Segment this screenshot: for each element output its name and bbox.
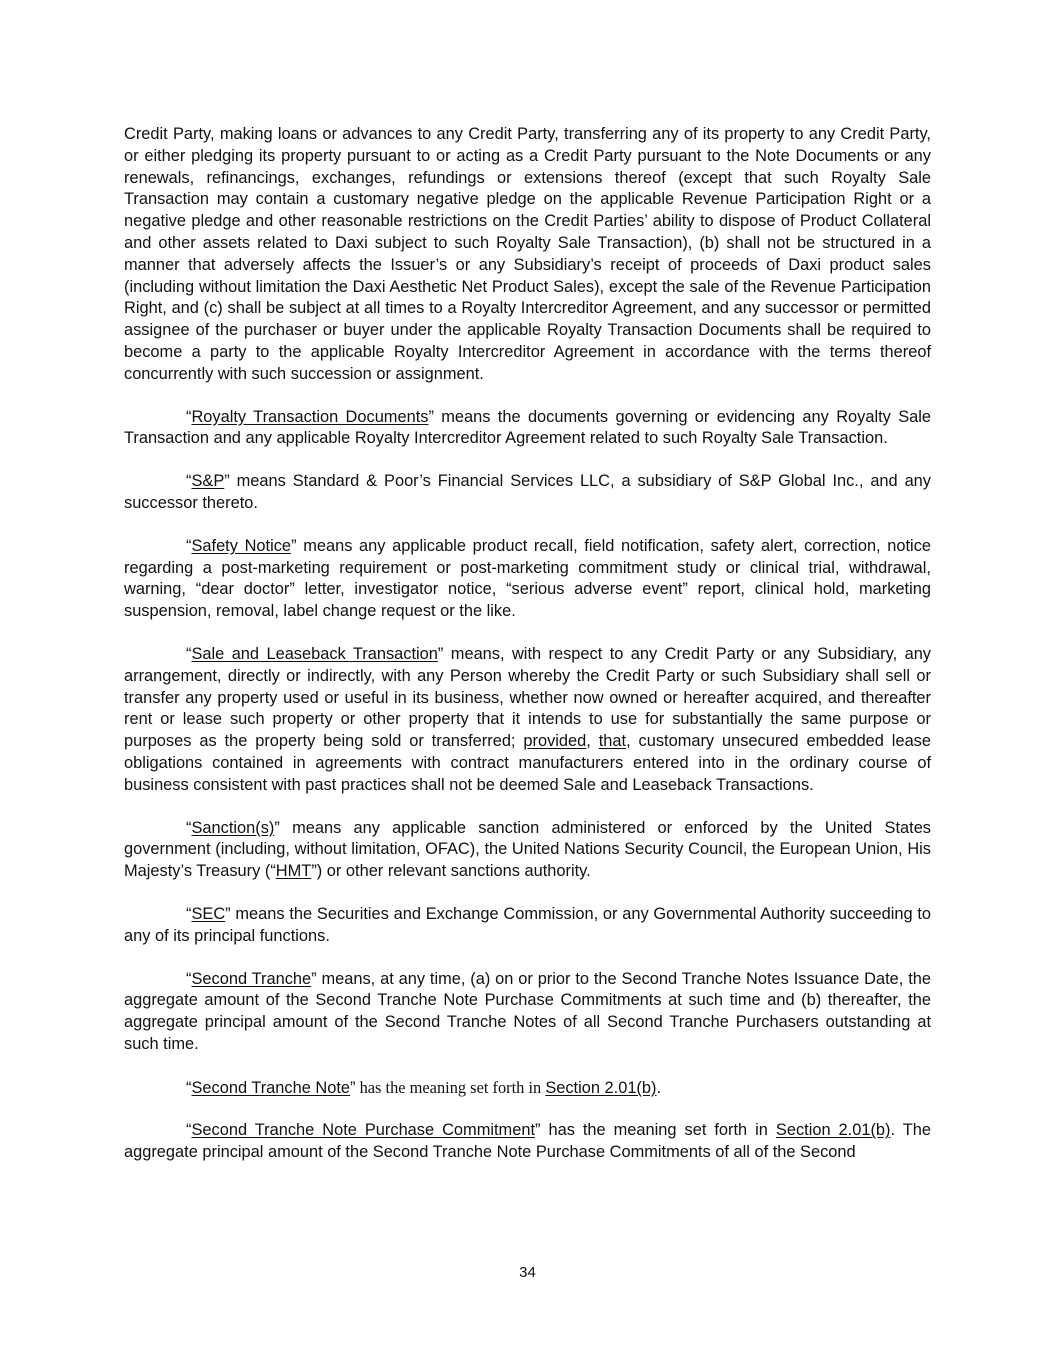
definition-body: means, at any time, (a) on or prior to the Second Tranche Notes Issuance Date, the aggregate amount of the Second Tranche Note Purchase Commitments at such time and (b) thereafter, the aggregate principal amount of the Second Tranche Notes of all Second Tranche Purchasers outstanding at such time. [124,969,931,1053]
hmt-term: HMT [275,862,312,881]
definition-safety-notice [124,536,931,623]
open-quote: “ [186,1078,192,1097]
close-quote: ” [225,904,231,923]
definition-second-tranche-note-purchase-commitment [124,1120,931,1164]
open-quote: “ [186,644,192,663]
definition-s-and-p [124,471,931,515]
definition-sec [124,904,931,948]
open-quote: “ [186,1121,192,1140]
definition-body: has the meaning set forth in [355,1077,546,1097]
close-quote: ” [311,969,317,988]
document-page [124,124,931,1185]
section-reference: Section 2.01(b) [545,1078,657,1097]
definition-body-continued: , customary unsecured embedded lease obligations contained in agreements with contract manufacturers entered into in the ordinary course of business consistent with past practices shall not be deemed Sale and Leaseback Transactions. [124,732,931,794]
definition-sanctions [124,818,931,883]
definition-body: means Standard & Poor’s Financial Services LLC, a subsidiary of S&P Global Inc., and any successor thereto. [124,472,931,512]
period: . [656,1078,662,1097]
close-quote: ” [428,407,434,426]
open-quote: “ [186,407,192,426]
close-quote: ” [224,472,230,491]
definition-body: means the Securities and Exchange Commission, or any Governmental Authority succeeding to any of its principal functions. [124,904,931,945]
definition-second-tranche [124,969,931,1056]
defined-term: Second Tranche [191,969,312,988]
continuation-paragraph: Credit Party, making loans or advances to any Credit Party, transferring any of its property to any Credit Party, or either pledging its property pursuant to or acting as a Credit Party pursuant to the Note Documents or any renewals, refinancings, exchanges, refundings or extensions thereof (except that such Royalty Sale Transaction may contain a customary negative pledge on the applicable Revenue Participation Right or a negative pledge and other reasonable restrictions on the Credit Parties’ ability to dispose of Product Collateral and other assets related to Daxi subject to such Royalty Sale Transaction), (b) shall not be structured in a manner that adversely affects the Issuer’s or any Subsidiary’s receipt of proceeds of Daxi product sales (including without limitation the Daxi Aesthetic Net Product Sales), except the sale of the Revenue Participation Right, and (c) shall be subject at all times to a Royalty Intercreditor Agreement, and any successor or permitted assignee of the purchaser or buyer under the applicable Royalty Transaction Documents shall be required to become a party to the applicable Royalty Intercreditor Agreement in accordance with the terms thereof concurrently with such succession or assignment. [124,125,931,383]
defined-term: Sanction(s) [191,818,275,837]
definition-body-continued: ”) or other relevant sanctions authority. [311,862,591,881]
defined-term: Second Tranche Note [191,1078,351,1097]
definition-body: means any applicable product recall, field notification, safety alert, correction, notice regarding a post-marketing requirement or post-marketing commitment study or clinical trial, withdrawal, warning, “dear doctor” letter, investigator notice, “serious adverse event” report, clinical hold, marketing suspension, removal, label change request or the like. [124,536,932,621]
defined-term: Second Tranche Note Purchase Commitment [191,1121,535,1140]
close-quote: ” [535,1121,541,1140]
defined-term: S&P [191,472,225,491]
open-quote: “ [186,818,192,837]
definition-second-tranche-note [124,1077,931,1100]
close-quote: ” [291,536,297,555]
definition-body: means any applicable sanction administered or enforced by the United States government (including, without limitation, OFAC), the United Nations Security Council, the European Union, His Majesty’s Treasury (“ [124,818,931,881]
provided-term: provided [523,732,587,751]
close-quote: ” [437,644,444,663]
page-number: 34 [519,1264,536,1281]
defined-term: SEC [191,904,226,923]
open-quote: “ [186,536,192,555]
definition-body: has the meaning set forth in [540,1121,776,1140]
separator: , [586,732,599,751]
definition-sale-and-leaseback-transaction [124,644,931,797]
defined-term: Sale and Leaseback Transaction [191,644,438,663]
open-quote: “ [186,969,192,988]
section-reference: Section 2.01(b) [775,1121,891,1140]
defined-term: Safety Notice [191,536,292,555]
definition-body: means the documents governing or evidencing any Royalty Sale Transaction and any applicable Royalty Intercreditor Agreement related to such Royalty Sale Transaction. [124,407,932,448]
defined-term: Royalty Transaction Documents [191,407,429,426]
definition-royalty-transaction-documents [124,407,931,451]
open-quote: “ [186,904,192,923]
definition-body-continued: . The aggregate principal amount of the Second Tranche Note Purchase Commitments of all of the Second [124,1121,931,1162]
close-quote: ” [274,818,280,837]
open-quote: “ [186,472,192,491]
definition-body: means, with respect to any Credit Party or any Subsidiary, any arrangement, directly or indirectly, with any Person whereby the Credit Party or such Subsidiary shall sell or transfer any property used or useful in its business, whether now owned or hereafter acquired, and thereafter rent or lease such property or other property that it intends to use for substantially the same purpose or purposes as the property being sold or transferred; [124,644,932,751]
close-quote: ” [350,1078,356,1097]
that-term: that [598,732,627,751]
